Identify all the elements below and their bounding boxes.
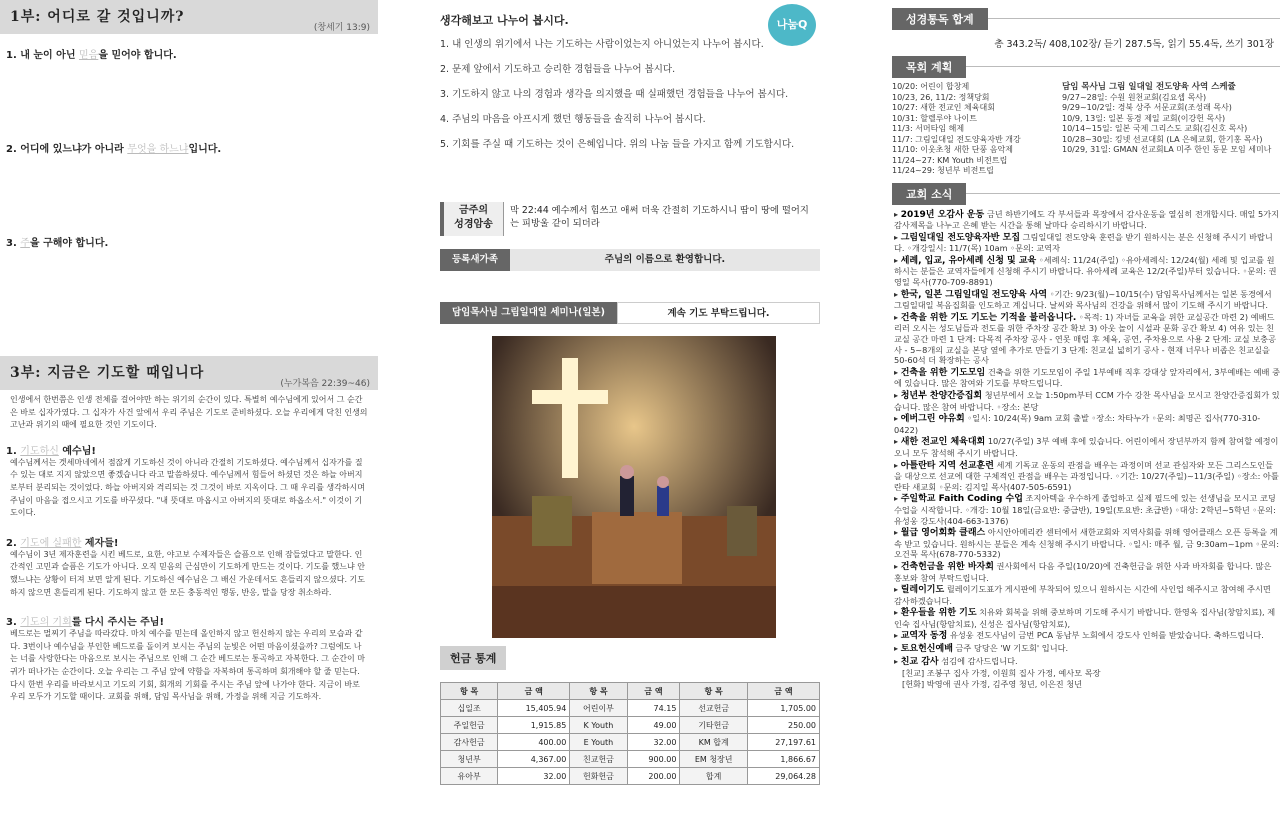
- discussion-item: 3. 기도하지 않고 나의 경험과 생각을 의지했을 때 실패했던 경험들을 나누어 봅시다.: [440, 89, 789, 100]
- bible-reading-title: 성경통독 합계: [892, 8, 988, 30]
- point-1-heading: 1. 기도하신 예수님!: [6, 445, 96, 457]
- news-item: ▸ 세례, 입교, 유아세례 신청 및 교육 ◦세례식: 11/24(주일) ◦유아세례식: 12/24(월) 세례 및 입교를 원하시는 분들은 교역자들에게 신청해 주시기 바랍니다. 유아세례 교육은 12/2(주일)부터 있습니다. ◦문의: 권영일 목사(770-709-8891): [894, 254, 1277, 288]
- part3-reference: (누가복음 22:39~46): [280, 379, 370, 389]
- question-3: 3. 주을 구해야 합니다.: [6, 238, 109, 249]
- part1-reference: (창세기 13:9): [313, 23, 370, 33]
- point-3-text: 베드로는 멀찌기 주님을 따라갔다. 마치 예수를 믿는데 올인하지 않고 헌신하지 않는 우리의 모습과 같다. 3번이나 예수님을 부인한 베드로를 돌이켜 보시는 주님의 눈빛은 어떤 마음이셨을까? 그럼에도 나는 너를 사랑한다는 마음으로 보시는 주님으로 인해 그 순간 베드로는 통곡하고 자복한다. 그 순간이 마귀가 떠나가는 순간이다. 오늘 우리는 그 주님 앞에 약함을 자복하며 통곡하며 회개해야 할 줄 믿는다. 다시 한번 우리를 바라보시고 기도의 기회, 회개의 기회를 주시는 주님 앞에 나가야 한다. 지금이 바로 우리 모두가 기도할 때이다. 교회를 위해, 담임 목사님을 위해, 가정을 위해 지금 기도하자.: [10, 629, 365, 702]
- news-item: ▸ 한국, 일본 그림일대일 전도양육 사역 ◦기간: 9/23(월)~10/15(수) 담임목사님께서는 일본 동경에서 그림일대일 복음집회를 인도하고 계십니다. 날씨와 목사님의 건강을 위해서 많이 기도해 주시기 바랍니다.: [894, 288, 1272, 311]
- flower-line: [헌화] 박영애 권사 가정, 김주영 청년, 이은진 청년: [902, 678, 1083, 689]
- point-3-heading: 3. 기도의 기회를 다시 주시는 주님!: [6, 617, 165, 629]
- middle-column: [436, 0, 826, 820]
- table-row: 청년부 4,367.00 친교헌금 900.00 EM 청장년 1,866.67: [441, 751, 820, 768]
- memory-verse-box: [440, 202, 820, 236]
- news-item: ▸ 릴레이기도 릴레이기도표가 게시판에 부착되어 있으니 원하시는 시간에 사인업 해주시고 참여해 주시면 감사하겠습니다.: [894, 584, 1271, 606]
- memory-verse-label: 금주의 성경암송: [440, 202, 504, 236]
- plan-header: [892, 56, 1280, 78]
- table-row: 감사헌금 400.00 E Youth 32.00 KM 합계 27,197.61: [441, 734, 820, 751]
- seminar-bar: [440, 302, 820, 324]
- news-item: ▸ 주일학교 Faith Coding 수업 조지아텍을 우수하게 졸업하고 실제 필드에 있는 선생님을 모시고 코딩 수업을 시작합니다. ◦개강: 10월 18일(금요반: 중급반), 19일(토요반: 초급반) ◦대상: 2학년~5학년 ◦문의: 유성웅 강도사(404-663-1376): [894, 493, 1276, 526]
- discussion-item: 1. 내 인생의 위기에서 나는 기도하는 사람이었는지 아니었는지 나누어 봅시다.: [440, 39, 764, 50]
- news-item: ▸ 새한 전교인 체육대회 10/27(주일) 3부 예배 후에 있습니다. 어린이에서 장년부까지 함께 참여할 예정이오니 모두 참석해 주시기 바랍니다.: [894, 436, 1279, 458]
- discussion-title: 생각해보고 나누어 봅시다.: [440, 14, 569, 27]
- news-item: ▸ 환우들을 위한 기도 치유와 회복을 위해 중보하며 기도해 주시기 바랍니다. 한영옥 집사님(창암치료), 제인숙 집사님(항암치료), 신성은 집사님(항암치료),: [894, 607, 1276, 629]
- news-item: ▸ 건축을 위한 기도 기도는 기적을 불러옵니다. ◦목적: 1) 자녀들 교육을 위한 교실공간 마련 2) 예배드리러 오시는 성도님들과 전도를 위한 주차장 공간 확보 3) 아웃 놀이 시설과 문화 공간 확보 4) 여유 있는 친교실 공간 마련 1 단계: 다목적 주차장 공사 - 연못 매립 후 체육, 공연, 주차용으로 사용 2 단계: 교실 보충공사 - 5~8개의 교실을 본당 옆에 추가로 만들기 3 단계: 친교실 넓히기 공사 - 현재 너무나 비좁은 친교실을 50-60석 더 확장하는 공사: [894, 311, 1277, 366]
- offering-table: [440, 682, 820, 785]
- memory-verse-text: 막 22:44 예수께서 힘쓰고 애써 더욱 간절히 기도하시니 땀이 땅에 떨어지는 피방울 같이 되더라: [510, 205, 809, 229]
- plan-left-list: 10/20: 어린이 합창제 10/23, 26, 11/2: 정책당회 10/27: 새한 전교인 체육대회 10/31: 할렐루야 나이트 11/3: 서머타임 해제 11/7: 그림일대일 전도양육자반 개강 11/10: 이웃초청 새한 단풍 음악제 11/24~27: KM Youth 비전트립 11/24~29: 청년부 비전트립: [892, 82, 1021, 175]
- table-row: 유아부 32.00 헌화헌금 200.00 합계 29,064.28: [441, 768, 820, 785]
- news-item: ▸ 토요헌신예배 금주 당당은 'W 기도회' 입니다.: [894, 643, 1069, 655]
- fellowship-line: [친교] 조봉구 집사 가정, 이원희 집사 가정, 예사모 목장: [902, 668, 1101, 679]
- offering-section: [440, 646, 820, 785]
- news-item: ▸ 건축헌금을 위한 바자회 권사회에서 다음 주일(10/20)에 건축헌금을 위한 사과 바자회를 합니다. 많은 홍보와 참여 부탁드립니다.: [894, 560, 1272, 583]
- part3-section: [0, 356, 378, 704]
- church-photo: [492, 336, 776, 638]
- news-title: 교회 소식: [892, 183, 966, 205]
- seminar-text: 계속 기도 부탁드립니다.: [617, 302, 820, 324]
- seminar-label: 담임목사님 그림일대일 세미나(일본): [440, 302, 617, 324]
- news-item: ▸ 그림일대일 전도양육자반 모집 그림일대일 전도양육 훈련을 받기 원하시는 분은 신청해 주시기 바랍니다. ◦개강일시: 11/7(목) 10am ◦문의: 교역자: [894, 231, 1273, 254]
- part1-header: [0, 0, 378, 34]
- newcomer-text: 주님의 이름으로 환영합니다.: [510, 249, 820, 271]
- nanum-q-badge: 나눔Q: [768, 4, 816, 46]
- discussion-list: [440, 38, 800, 163]
- point-2-heading: 2. 기도에 실패한 제자들!: [6, 537, 119, 549]
- plan-body: [892, 82, 1280, 177]
- news-item: ▸ 에버그린 야유회 ◦일시: 10/24(목) 9am 교회 출발 ◦장소: 차타누가 ◦문의: 최명곤 집사(770-310-0422): [894, 413, 1261, 435]
- table-row: 주일헌금 1,915.85 K Youth 49.00 기타헌금 250.00: [441, 717, 820, 734]
- table-header-row: 항 목 금 액 항 목 금 액 항 목 금 액: [441, 683, 820, 700]
- news-list: [892, 209, 1280, 690]
- point-1-text: 예수님께서는 겟세마네에서 점잖게 기도하신 것이 아니라 간절히 기도하셨다. 예수님께서 십자가를 질 수 있는 대로 지지 않았으면 좋겠습니다 라고 말씀하셨다. 예수님께서 힘들어 하셨던 것은 하늘 아버지로부터 분리되는 것이었다. 하늘 아버지와 격리되는 것 그것이 바로 지옥이다. 그 때 우리를 생각하시며 주님이 마음을 접으시고 기도를 바꾸셨다. "내 뜻대로 마옵시고 아버지의 뜻대로 하옵소서." 이것이 기도이다.: [10, 457, 365, 518]
- newcomer-bar: [440, 249, 820, 271]
- newcomer-label: 등록새가족: [440, 249, 510, 271]
- news-item: ▸ 아틀란타 지역 선교훈련 세계 기독교 운동의 관점을 배우는 과정이며 선교 관심자와 모든 그리스도인들을 대상으로 선교에 대한 구체적인 관점을 배우는 과정입니다. ◦기간: 10/27(주일)~11/3(주일) ◦장소: 아틀란타 새교회 ◦문의: 김지일 목사(407-505-6591): [894, 459, 1279, 492]
- news-item: ▸ 2019년 오감사 운동 금년 하반기에도 각 부서들과 목장에서 감사운동을 열심히 전개합시다. 매일 5가지 감사제목을 나누고 은혜 받는 시간을 통해 날마다 승리하시기 바랍니다.: [894, 208, 1280, 231]
- part1-title: 1부: 어디로 갈 것입니까?: [10, 9, 185, 25]
- news-item: ▸ 청년부 찬양간증집회 청년부에서 오늘 1:50pm부터 CCM 가수 강찬 목사님을 모시고 찬양간증집회가 있습니다. 많은 참여 바랍니다. ◦장소: 본당: [894, 390, 1280, 412]
- discussion-item: 5. 기회를 주실 때 기도하는 것이 은혜입니다. 위의 나눔 들을 가지고 함께 기도합시다.: [440, 139, 795, 150]
- part3-title: 3부: 지금은 기도할 때입니다: [10, 365, 205, 381]
- discussion-item: 2. 문제 앞에서 기도하고 승리한 경험들을 나누어 봅시다.: [440, 64, 676, 75]
- intro-text: 인생에서 한번쯤은 인생 전체를 걸어야만 하는 위기의 순간이 있다. 특별히 예수님에게 있어서 그 순간은 바로 십자가였다. 그 십자가 사건 앞에서 우리 주님은 기도로 준비하셨다. 오늘 우리에게 닥친 인생의 고난과 위기의 때에 필요한 것인 기도이다.: [10, 395, 368, 430]
- sermon-column: [0, 0, 378, 820]
- news-item: ▸ 친교 감사 섬김에 감사드립니다.: [894, 655, 1018, 667]
- right-column: [892, 0, 1280, 820]
- news-item: ▸ 월급 영어회화 클래스 아시안아메리칸 센터에서 새한교회와 지역사회를 위해 영어클래스 오픈 등록을 계속 받고 있습니다. 원하시는 분들은 계속 신청해 주시기 바랍니다. ◦일시: 매주 월, 금 9:30am~1pm ◦문의: 오건묵 목사(678-770-5332): [894, 527, 1279, 560]
- question-2: 2. 어디에 있느냐가 아니라 무엇을 하느냐입니다.: [6, 144, 222, 155]
- plan-right-list: 담임 목사님 그림 일대일 전도양육 사역 스케쥴 9/27~28일: 수원 원천교회(김요셉 목사) 9/29~10/2일: 경북 상주 서문교회(조성래 목사) 10/9, 13일: 일본 동경 제일 교회(이강헌 목사) 10/14~15일: 일본 국제 그리스도 교회(김신호 목사) 10/28~30일: 킹넷 선교대회 (LA 은혜교회, 한기홍 목사) 10/29, 31일: GMAN 선교회LA 미주 한인 동문 모임 세미나: [1062, 82, 1272, 154]
- question-1: 1. 내 눈이 아닌 믿음을 믿어야 합니다.: [6, 50, 177, 61]
- part3-header: [0, 356, 378, 390]
- news-header: [892, 183, 1280, 205]
- news-item: ▸ 교역자 동정 유성웅 전도사님이 금번 PCA 동남부 노회에서 강도사 인허를 받았습니다. 축하드립니다.: [894, 630, 1264, 642]
- bible-reading-total: 총 343.2독/ 408,102장/ 듣기 287.5독, 읽기 55.4독, 쓰기 301장: [994, 39, 1274, 50]
- plan-title: 목회 계획: [892, 56, 966, 78]
- news-item: ▸ 건축을 위한 기도모임 건축을 위한 기도모임이 주일 1부예배 직후 강대상 앞자리에서, 3부예배는 예배 중에 있습니다. 많은 참여와 기도를 부탁드립니다.: [894, 366, 1280, 389]
- church-stage-image: [492, 336, 776, 638]
- point-2-text: 예수님이 3년 제자훈련을 시킨 베드로, 요한, 야고보 수제자들은 슬픔으로 인해 잠들었다고 말한다. 인간적인 고민과 슬픔은 기도가 아니다. 오직 믿음의 근심만이 기도하게 만드는 것이다. 기도를 했느냐 안 했느냐는 상황이 터져 보면 알게 된다. 기도하신 예수님은 그 배신 가운데서도 흔들리지 않으셨다. 기도하지 않으면 흔들리게 된다. 기도하지 않고 한 모든 충동적인 행동, 반응, 말을 당장 취소하라.: [10, 549, 365, 597]
- bible-reading-header: [892, 8, 1280, 30]
- discussion-item: 4. 주님의 마음을 아프시게 했던 행동들을 솔직히 나누어 봅시다.: [440, 114, 706, 125]
- table-row: 십일조 15,405.94 어린이부 74.15 선교헌금 1,705.00: [441, 700, 820, 717]
- offering-title: 헌금 통계: [440, 646, 506, 670]
